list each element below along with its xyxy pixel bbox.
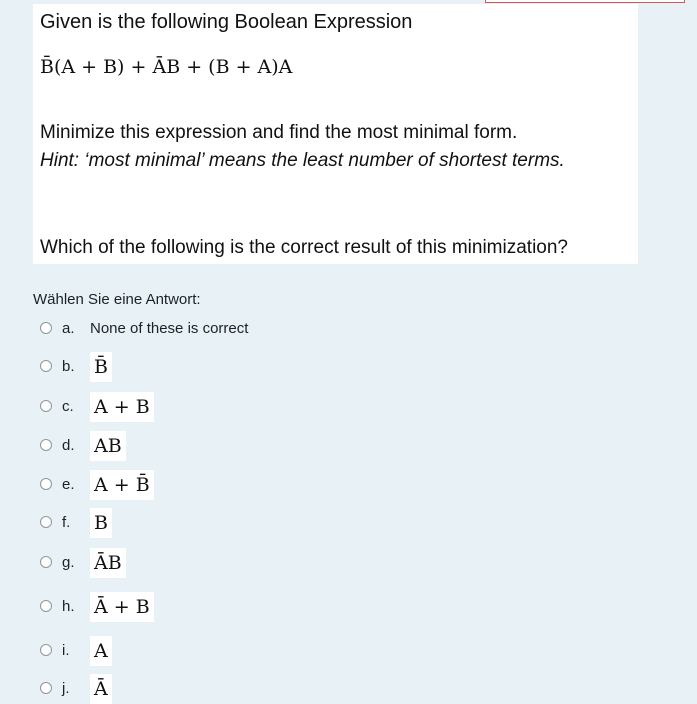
radio-button[interactable] [40, 478, 52, 490]
question-text-box [33, 4, 638, 264]
radio-button[interactable] [40, 556, 52, 568]
answer-option-g[interactable] [40, 548, 440, 578]
answer-option-c[interactable] [40, 392, 440, 422]
option-letter: i. [62, 642, 70, 659]
radio-button[interactable] [40, 322, 52, 334]
question-prompt: Which of the following is the correct result of this minimization? [40, 237, 568, 258]
option-math: B [90, 508, 112, 538]
radio-button[interactable] [40, 516, 52, 528]
option-math: A + B [90, 392, 154, 422]
option-letter: a. [62, 320, 75, 337]
option-letter: f. [62, 514, 71, 531]
option-letter: j. [62, 680, 70, 697]
option-letter: d. [62, 437, 75, 454]
radio-button[interactable] [40, 600, 52, 612]
answer-option-d[interactable] [40, 431, 440, 461]
option-text: None of these is correct [90, 320, 249, 337]
radio-button[interactable] [40, 644, 52, 656]
answer-option-b[interactable] [40, 352, 440, 382]
radio-button[interactable] [40, 360, 52, 372]
option-math: Ā [90, 674, 112, 704]
answer-option-f[interactable] [40, 508, 440, 538]
question-task: Minimize this expression and find the most minimal form. [40, 122, 518, 143]
question-title: Given is the following Boolean Expression [40, 11, 413, 33]
answer-option-e[interactable] [40, 470, 440, 500]
option-letter: e. [62, 476, 75, 493]
answer-option-i[interactable] [40, 636, 440, 666]
question-hint: Hint: ‘most minimal’ means the least number of shortest terms. [40, 150, 565, 171]
option-letter: h. [62, 598, 75, 615]
top-right-box [485, 0, 685, 3]
option-math: AB [90, 431, 126, 461]
option-math: Ā + B [90, 592, 154, 622]
boolean-expression: B̄(A + B) + ĀB + (B + A)A [40, 56, 293, 78]
radio-button[interactable] [40, 682, 52, 694]
radio-button[interactable] [40, 400, 52, 412]
answer-option-h[interactable] [40, 592, 440, 622]
option-math: B̄ [90, 352, 112, 382]
answer-prompt: Wählen Sie eine Antwort: [33, 291, 201, 308]
option-math: A [90, 636, 112, 666]
option-math: A + B̄ [90, 470, 154, 500]
option-math: ĀB [90, 548, 126, 578]
option-letter: g. [62, 554, 75, 571]
radio-button[interactable] [40, 439, 52, 451]
option-letter: c. [62, 398, 74, 415]
option-letter: b. [62, 358, 75, 375]
answer-option-a[interactable] [40, 314, 440, 344]
